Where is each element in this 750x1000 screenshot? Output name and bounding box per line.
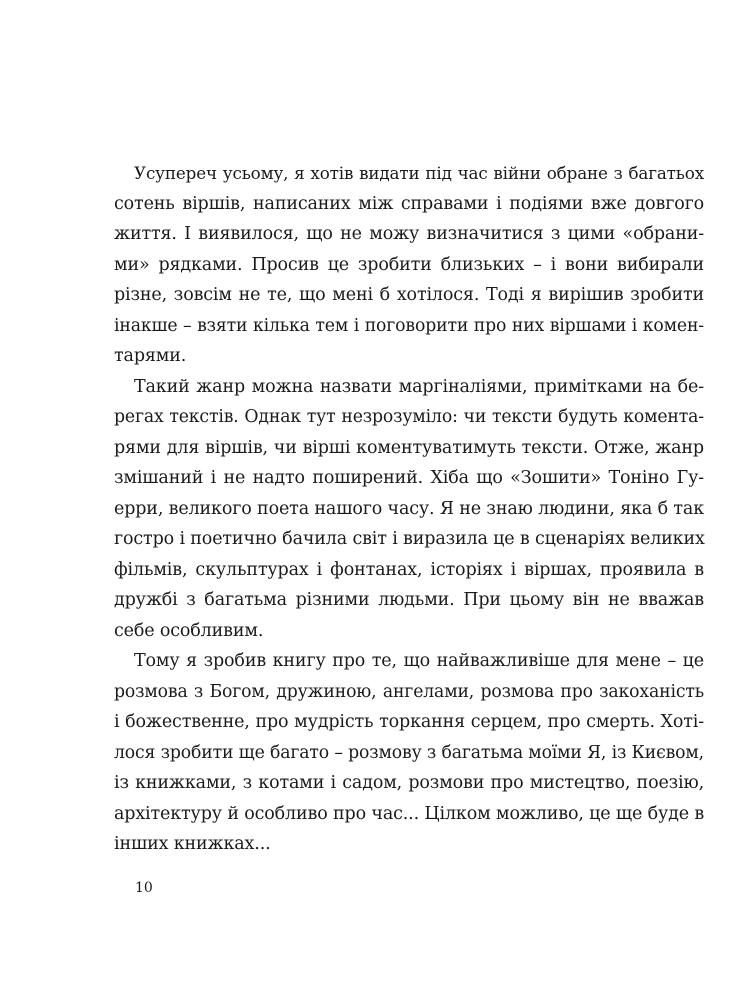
paragraph-2-line-8: дружбі з багатьма різними людьми. При цьому він не вважав <box>114 590 704 610</box>
paragraph-3-line-4: лося зробити ще багато – розмову з багатьма моїми Я, із Києвом, <box>114 742 704 763</box>
paragraph-1-line-7: тарями. <box>114 346 187 366</box>
paragraph-1-line-4: ми» рядками. Просив це зробити близьких – і вони вибирали <box>114 254 704 275</box>
paragraph-2-line-2: регах текстів. Однак тут незрозуміло: чи тексти будуть комента- <box>114 407 704 427</box>
paragraph-3-line-5: із книжками, з котами і садом, розмови про мистецтво, поезію, <box>114 773 704 793</box>
paragraph-3-line-3: і божественне, про мудрість торкання серцем, про смерть. Хоті- <box>114 712 704 732</box>
paragraph-1-line-5: різне, зовсім не те, що мені б хотілося. Тоді я вирішив зробити <box>114 285 704 305</box>
paragraph-2-line-3: рями для віршів, чи вірші коментуватимуть тексти. Отже, жанр <box>114 437 704 458</box>
paragraph-1-line-3: життя. І виявилося, що не можу визначитися з цими «обрани- <box>114 224 704 244</box>
paragraph-1-line-2: сотень віршів, написаних між справами і подіями вже довгого <box>114 193 704 214</box>
paragraph-3-line-7: інших книжках... <box>114 834 271 854</box>
paragraph-1-line-6: інакше – взяти кілька тем і поговорити про них віршами і комен- <box>114 315 704 336</box>
paragraph-2-line-5: ерри, великого поета нашого часу. Я не знаю людини, яка б так <box>114 498 704 519</box>
paragraph-3-line-1: Тому я зробив книгу про те, що найважливіше для мене – це <box>134 651 704 671</box>
paragraph-2-line-9: себе особливим. <box>114 620 264 641</box>
paragraph-2-line-1: Такий жанр можна назвати маргіналіями, примітками на бе- <box>134 376 704 397</box>
body-text <box>114 158 705 860</box>
paragraph-2-line-7: фільмів, скульптурах і фонтанах, історіях і віршах, проявила в <box>114 559 704 580</box>
paragraph-1-line-1: Усупереч усьому, я хотів видати під час війни обране з багатьох <box>134 163 704 183</box>
paragraph-2-line-6: гостро і поетично бачила світ і виразила це в сценаріях великих <box>114 529 705 549</box>
paragraph-2-line-4: змішаний і не надто поширений. Хіба що «Зошити» Тоніно Гу- <box>114 468 704 488</box>
paragraph-3-line-2: розмова з Богом, дружиною, ангелами, розмова про закоханість <box>114 681 704 702</box>
paragraph-3-line-6: архітектуру й особливо про час... Цілком можливо, це ще буде в <box>114 803 705 824</box>
page-number: 10 <box>135 880 153 896</box>
